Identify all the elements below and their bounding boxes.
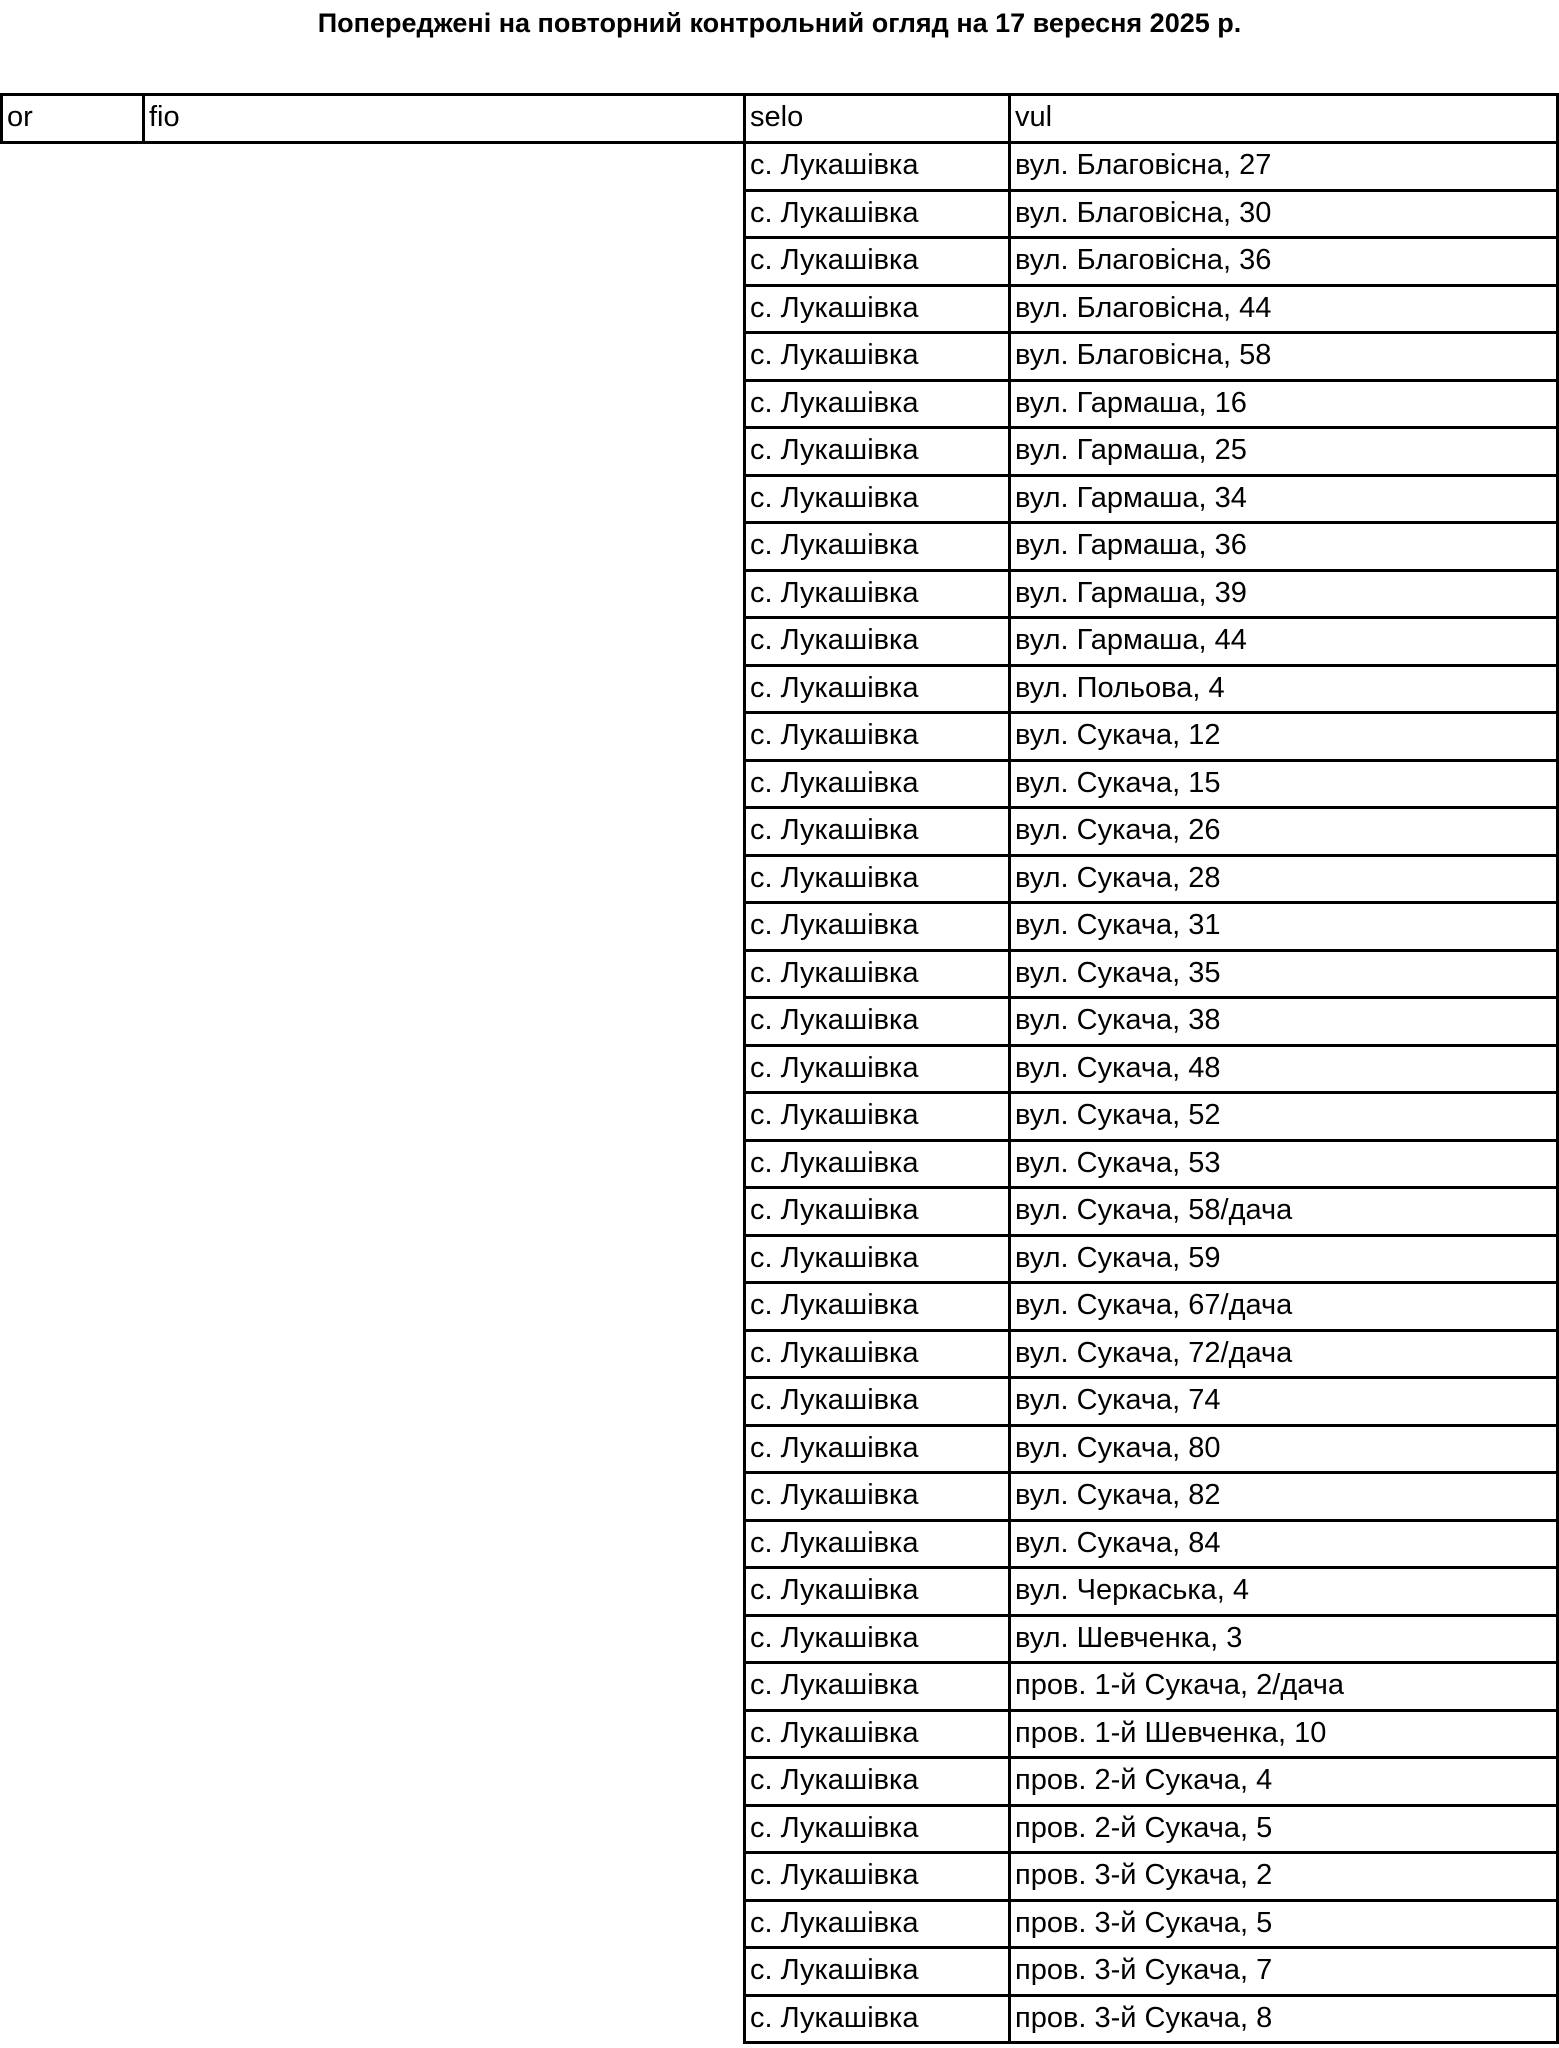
column-header-selo: selo — [750, 101, 804, 133]
table-cell-vul: вул. Сукача, 28 — [1015, 862, 1221, 894]
table-cell-selo: с. Лукашівка — [750, 1432, 919, 1464]
table-cell-selo: с. Лукашівка — [750, 1812, 919, 1844]
table-cell-vul: пров. 3-й Сукача, 2 — [1015, 1859, 1273, 1891]
table-cell-selo: с. Лукашівка — [750, 1337, 919, 1369]
header-column-divider — [142, 93, 145, 144]
table-cell-vul: вул. Сукача, 15 — [1015, 767, 1221, 799]
table-cell-vul: вул. Благовісна, 36 — [1015, 244, 1272, 276]
table-cell-vul: вул. Благовісна, 58 — [1015, 339, 1272, 371]
table-cell-selo: с. Лукашівка — [750, 1289, 919, 1321]
table-cell-selo: с. Лукашівка — [750, 1622, 919, 1654]
table-cell-selo: с. Лукашівка — [750, 1052, 919, 1084]
table-cell-vul: пров. 3-й Сукача, 7 — [1015, 1954, 1273, 1986]
table-cell-selo: с. Лукашівка — [750, 2002, 919, 2034]
table-cell-selo: с. Лукашівка — [750, 197, 919, 229]
table-cell-selo: с. Лукашівка — [750, 577, 919, 609]
table-cell-vul: вул. Гармаша, 39 — [1015, 577, 1247, 609]
table-cell-selo: с. Лукашівка — [750, 1574, 919, 1606]
table-cell-vul: пров. 3-й Сукача, 8 — [1015, 2002, 1273, 2034]
table-cell-vul: вул. Сукача, 72/дача — [1015, 1337, 1293, 1369]
header-column-divider — [1008, 93, 1011, 144]
table-cell-selo: с. Лукашівка — [750, 1004, 919, 1036]
table-cell-selo: с. Лукашівка — [750, 767, 919, 799]
table-cell-vul: вул. Благовісна, 27 — [1015, 149, 1272, 181]
row-border — [743, 2041, 1559, 2044]
table-cell-selo: с. Лукашівка — [750, 1907, 919, 1939]
table-cell-vul: вул. Сукача, 53 — [1015, 1147, 1221, 1179]
table-cell-vul: вул. Гармаша, 25 — [1015, 434, 1247, 466]
table-cell-vul: пров. 2-й Сукача, 5 — [1015, 1812, 1273, 1844]
table-cell-selo: с. Лукашівка — [750, 149, 919, 181]
table-cell-vul: вул. Гармаша, 34 — [1015, 482, 1247, 514]
table-cell-selo: с. Лукашівка — [750, 862, 919, 894]
table-cell-vul: вул. Благовісна, 44 — [1015, 292, 1272, 324]
table-cell-vul: вул. Благовісна, 30 — [1015, 197, 1272, 229]
table-cell-selo: с. Лукашівка — [750, 434, 919, 466]
column-header-fio: fio — [149, 101, 180, 133]
table-cell-selo: с. Лукашівка — [750, 814, 919, 846]
table-cell-vul: вул. Шевченка, 3 — [1015, 1622, 1243, 1654]
table-cell-selo: с. Лукашівка — [750, 244, 919, 276]
page-title: Попереджені на повторний контрольний огляд на 17 вересня 2025 р. — [317, 8, 1242, 38]
table-cell-selo: с. Лукашівка — [750, 957, 919, 989]
header-column-divider — [743, 93, 746, 144]
table-cell-selo: с. Лукашівка — [750, 482, 919, 514]
column-header-vul: vul — [1015, 101, 1053, 133]
table-cell-vul: пров. 1-й Сукача, 2/дача — [1015, 1669, 1344, 1701]
table-cell-selo: с. Лукашівка — [750, 1764, 919, 1796]
table-cell-selo: с. Лукашівка — [750, 1194, 919, 1226]
table-cell-vul: вул. Сукача, 59 — [1015, 1242, 1221, 1274]
table-cell-vul: вул. Гармаша, 36 — [1015, 529, 1247, 561]
table-cell-vul: пров. 1-й Шевченка, 10 — [1015, 1717, 1327, 1749]
table-cell-selo: с. Лукашівка — [750, 909, 919, 941]
table-cell-vul: вул. Гармаша, 44 — [1015, 624, 1247, 656]
table-cell-vul: вул. Сукача, 48 — [1015, 1052, 1221, 1084]
table-cell-selo: с. Лукашівка — [750, 1717, 919, 1749]
table-cell-vul: вул. Сукача, 12 — [1015, 719, 1221, 751]
column-divider-selo — [743, 141, 746, 2044]
table-cell-selo: с. Лукашівка — [750, 1384, 919, 1416]
table-cell-selo: с. Лукашівка — [750, 1479, 919, 1511]
table-cell-vul: вул. Сукача, 35 — [1015, 957, 1221, 989]
table-cell-vul: вул. Сукача, 26 — [1015, 814, 1221, 846]
table-cell-vul: вул. Сукача, 52 — [1015, 1099, 1221, 1131]
table-cell-vul: вул. Сукача, 84 — [1015, 1527, 1221, 1559]
table-cell-selo: с. Лукашівка — [750, 1099, 919, 1131]
column-divider-vul — [1008, 141, 1011, 2044]
table-cell-selo: с. Лукашівка — [750, 292, 919, 324]
table-cell-selo: с. Лукашівка — [750, 1147, 919, 1179]
table-cell-vul: вул. Сукача, 31 — [1015, 909, 1221, 941]
header-column-divider — [0, 93, 3, 144]
table-cell-selo: с. Лукашівка — [750, 1954, 919, 1986]
table-cell-selo: с. Лукашівка — [750, 529, 919, 561]
table-cell-vul: вул. Сукача, 82 — [1015, 1479, 1221, 1511]
table-cell-selo: с. Лукашівка — [750, 1859, 919, 1891]
table-cell-vul: вул. Сукача, 58/дача — [1015, 1194, 1293, 1226]
table-cell-vul: вул. Сукача, 67/дача — [1015, 1289, 1293, 1321]
table-cell-vul: вул. Сукача, 74 — [1015, 1384, 1221, 1416]
table-cell-vul: вул. Гармаша, 16 — [1015, 387, 1247, 419]
table-cell-selo: с. Лукашівка — [750, 1242, 919, 1274]
table-cell-selo: с. Лукашівка — [750, 1669, 919, 1701]
table-cell-vul: вул. Сукача, 38 — [1015, 1004, 1221, 1036]
table-cell-selo: с. Лукашівка — [750, 1527, 919, 1559]
column-header-or: or — [7, 101, 33, 133]
table-cell-vul: вул. Сукача, 80 — [1015, 1432, 1221, 1464]
table-cell-vul: пров. 3-й Сукача, 5 — [1015, 1907, 1273, 1939]
table-cell-selo: с. Лукашівка — [750, 339, 919, 371]
table-cell-vul: вул. Польова, 4 — [1015, 672, 1225, 704]
table-cell-selo: с. Лукашівка — [750, 387, 919, 419]
table-cell-selo: с. Лукашівка — [750, 672, 919, 704]
table-cell-vul: пров. 2-й Сукача, 4 — [1015, 1764, 1273, 1796]
table-cell-vul: вул. Черкаська, 4 — [1015, 1574, 1250, 1606]
table-cell-selo: с. Лукашівка — [750, 624, 919, 656]
table-cell-selo: с. Лукашівка — [750, 719, 919, 751]
